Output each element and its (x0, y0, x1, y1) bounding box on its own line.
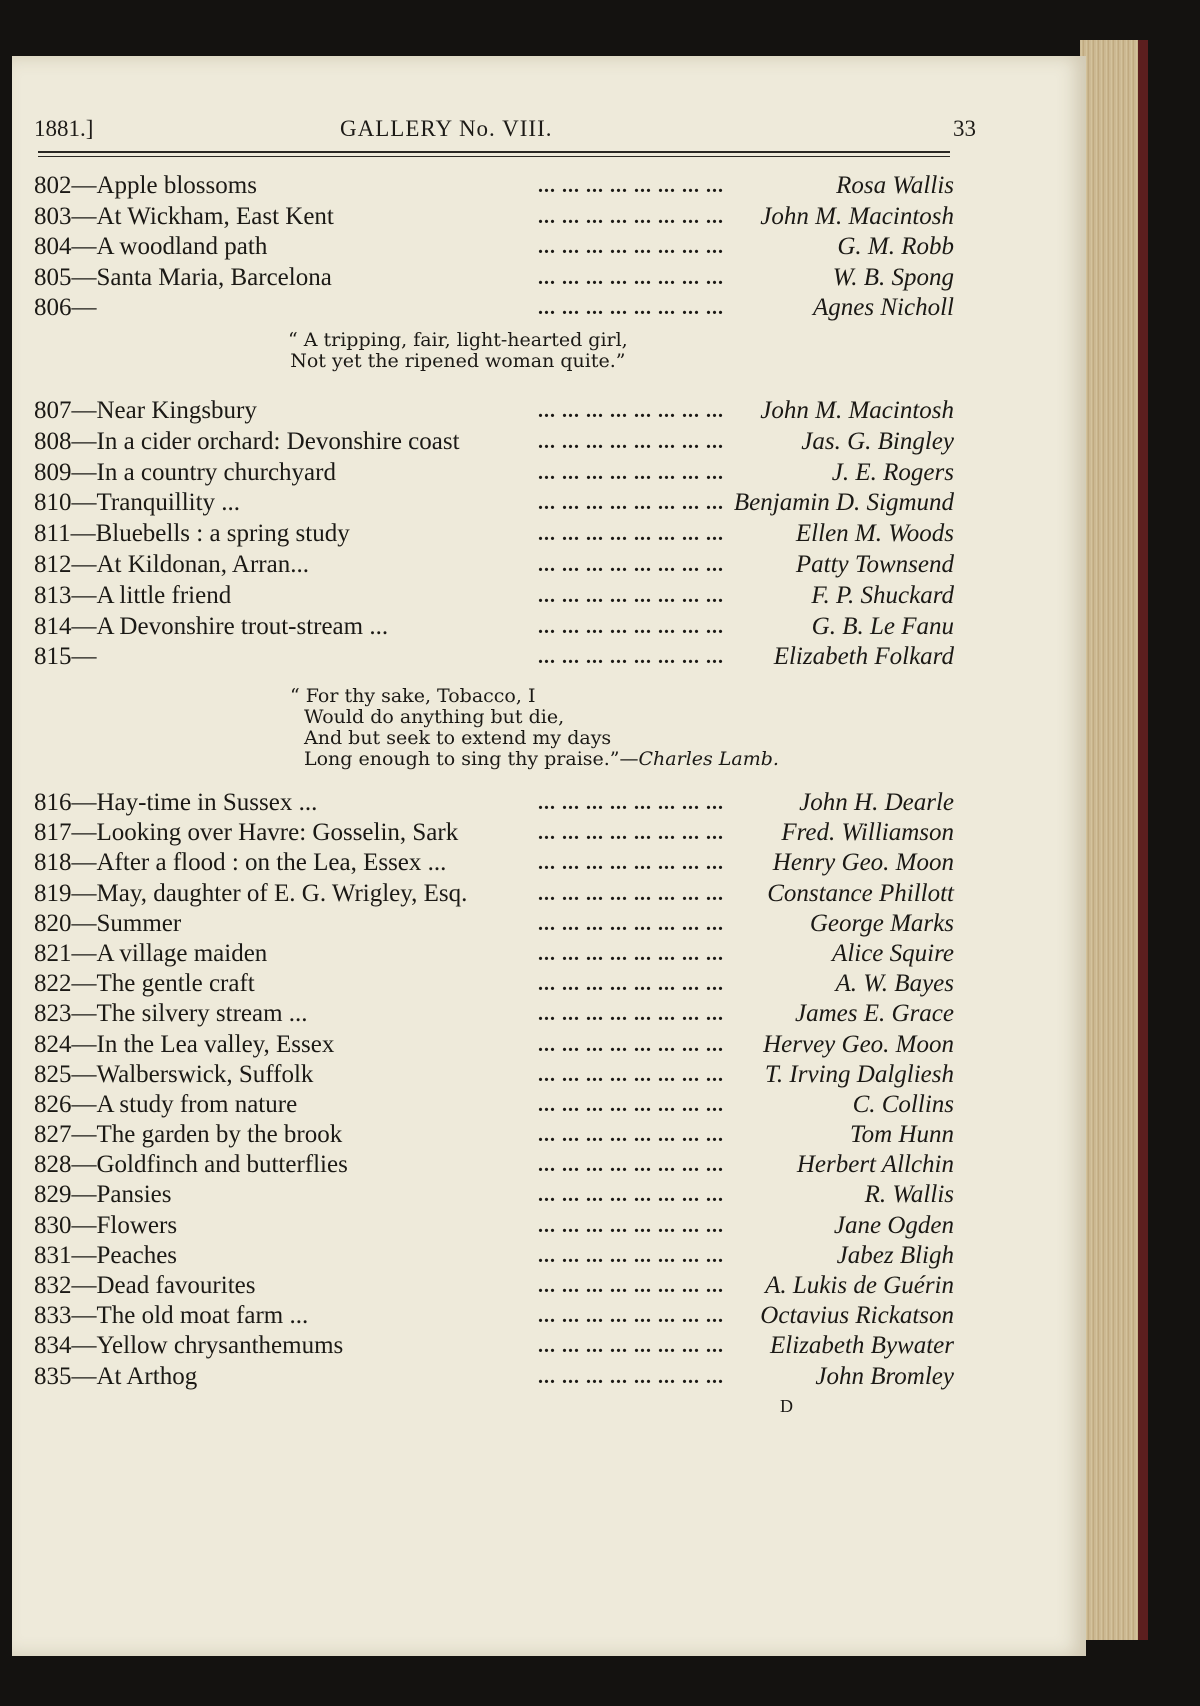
entry-title: 828—Goldfinch and butterflies (34, 1150, 358, 1180)
catalogue-entry (34, 263, 954, 294)
entry-title: 827—The garden by the brook (34, 1120, 352, 1150)
catalogue-group-2 (34, 396, 954, 673)
entry-title: 832—Dead favourites (34, 1271, 265, 1301)
book-page-edges (1080, 40, 1148, 1640)
catalogue-entry (34, 1060, 954, 1090)
entry-artist: G. B. Le Fanu (804, 612, 954, 643)
leader-dots: ... ... ... ... ... ... ... ... (538, 852, 724, 875)
entry-title: 813—A little friend (34, 581, 241, 612)
entry-artist: Constance Phillott (759, 879, 954, 909)
catalogue-entry (34, 1180, 954, 1210)
entry-artist: John H. Dearle (791, 788, 954, 818)
entry-artist: Henry Geo. Moon (765, 848, 954, 878)
catalogue-entry (34, 818, 954, 848)
entry-title: 817—Looking over Havre: Gosselin, Sark (34, 818, 468, 848)
leader-dots: ... ... ... ... ... ... ... ... (538, 523, 724, 546)
catalogue-entry (34, 232, 954, 263)
entry-title: 806— (34, 293, 107, 324)
entry-title: 815— (34, 642, 107, 673)
leader-dots: ... ... ... ... ... ... ... ... (538, 175, 724, 197)
entry-artist: J. E. Rogers (824, 458, 954, 489)
leader-dots: ... ... ... ... ... ... ... ... (538, 461, 724, 484)
entry-artist: Elizabeth Folkard (766, 642, 954, 673)
entry-artist: A. Lukis de Guérin (757, 1271, 954, 1301)
entry-title: 818—After a flood : on the Lea, Essex ... (34, 848, 456, 878)
entry-artist: W. B. Spong (825, 263, 954, 294)
catalogue-entry (34, 1301, 954, 1331)
entry-artist: James E. Grace (787, 999, 954, 1029)
entry-title: 802—Apple blossoms (34, 171, 267, 202)
leader-dots: ... ... ... ... ... ... ... ... (538, 492, 724, 515)
entry-title: 812—At Kildonan, Arran... (34, 550, 319, 581)
entry-artist: G. M. Robb (829, 232, 954, 263)
entry-title: 805—Santa Maria, Barcelona (34, 263, 342, 294)
entry-artist: Patty Townsend (788, 550, 954, 581)
catalogue-entry (34, 788, 954, 818)
entry-title: 822—The gentle craft (34, 969, 265, 999)
catalogue-entry (34, 293, 954, 324)
catalogue-entry (34, 202, 954, 233)
verse-line: Not yet the ripened woman quite.” (290, 350, 626, 372)
entry-artist: Jas. G. Bingley (793, 427, 954, 458)
entry-title: 829—Pansies (34, 1180, 182, 1210)
entry-title: 830—Flowers (34, 1211, 187, 1241)
entry-title: 810—Tranquillity ... (34, 488, 250, 519)
catalogue-group-3 (34, 788, 954, 1392)
catalogue-entry (34, 939, 954, 969)
leader-dots: ... ... ... ... ... ... ... ... (538, 266, 724, 289)
leader-dots: ... ... ... ... ... ... ... ... (538, 973, 724, 996)
leader-dots: ... ... ... ... ... ... ... ... (538, 1093, 724, 1116)
entry-title: 825—Walberswick, Suffolk (34, 1060, 323, 1090)
leader-dots: ... ... ... ... ... ... ... ... (538, 584, 724, 607)
leader-dots: ... ... ... ... ... ... ... ... (538, 1244, 724, 1267)
catalogue-entry (34, 519, 954, 550)
verse-line-text: Long enough to sing thy praise.”— (304, 748, 639, 770)
leader-dots: ... ... ... ... ... ... ... ... (538, 1275, 724, 1297)
catalogue-entry (34, 1090, 954, 1120)
leader-dots: ... ... ... ... ... ... ... ... (538, 792, 724, 814)
entry-artist: John Bromley (807, 1362, 954, 1392)
entry-artist: John M. Macintosh (752, 396, 954, 427)
leader-dots: ... ... ... ... ... ... ... ... (538, 1305, 724, 1328)
entry-title: 804—A woodland path (34, 232, 277, 263)
catalogue-entry (34, 171, 954, 202)
entry-title: 831—Peaches (34, 1241, 187, 1271)
catalogue-entry (34, 1271, 954, 1301)
verse-quote-815 (290, 686, 779, 770)
catalogue-entry (34, 1241, 954, 1271)
entry-title: 835—At Arthog (34, 1362, 207, 1392)
entry-title: 834—Yellow chrysanthemums (34, 1331, 353, 1361)
entry-artist: George Marks (802, 909, 954, 939)
entry-artist: Elizabeth Bywater (762, 1331, 954, 1361)
catalogue-entry (34, 1211, 954, 1241)
entry-artist: Ellen M. Woods (788, 519, 954, 550)
leader-dots: ... ... ... ... ... ... ... ... (538, 1003, 724, 1026)
verse-line: And but seek to extend my days (304, 727, 612, 749)
entry-artist: Rosa Wallis (828, 171, 954, 202)
catalogue-entry (34, 427, 954, 458)
catalogue-entry (34, 1030, 954, 1060)
catalogue-entry (34, 550, 954, 581)
leader-dots: ... ... ... ... ... ... ... ... (538, 646, 724, 669)
entry-title: 809—In a country churchyard (34, 458, 346, 489)
leader-dots: ... ... ... ... ... ... ... ... (538, 912, 724, 935)
leader-dots: ... ... ... ... ... ... ... ... (538, 882, 724, 905)
entry-title: 808—In a cider orchard: Devonshire coast (34, 427, 470, 458)
verse-quote-806 (288, 330, 628, 372)
header-rule-thin (38, 156, 950, 157)
entry-artist: Herbert Allchin (789, 1150, 954, 1180)
verse-line: Would do anything but die, (304, 706, 565, 728)
catalogue-entry (34, 969, 954, 999)
leader-dots: ... ... ... ... ... ... ... ... (538, 1033, 724, 1056)
entry-artist: Benjamin D. Sigmund (726, 488, 954, 519)
catalogue-entry (34, 879, 954, 909)
entry-title: 820—Summer (34, 909, 191, 939)
catalogue-entry (34, 396, 954, 427)
leader-dots: ... ... ... ... ... ... ... ... (538, 615, 724, 638)
catalogue-entry (34, 612, 954, 643)
running-head-title: GALLERY No. VIII. (340, 116, 553, 141)
leader-dots: ... ... ... ... ... ... ... ... (538, 430, 724, 453)
entry-artist: T. Irving Dalgliesh (757, 1060, 954, 1090)
leader-dots: ... ... ... ... ... ... ... ... (538, 205, 724, 228)
entry-title: 833—The old moat farm ... (34, 1301, 318, 1331)
verse-line: “ A tripping, fair, light-hearted girl, (288, 329, 628, 351)
page-number: 33 (953, 116, 976, 141)
leader-dots: ... ... ... ... ... ... ... ... (538, 822, 724, 845)
entry-artist: John M. Macintosh (752, 202, 954, 233)
catalogue-entry (34, 488, 954, 519)
entry-title: 824—In the Lea valley, Essex (34, 1030, 344, 1060)
header-rule (38, 151, 950, 153)
entry-title: 821—A village maiden (34, 939, 277, 969)
catalogue-entry (34, 581, 954, 612)
entry-artist: Jane Ogden (826, 1211, 954, 1241)
entry-artist: Hervey Geo. Moon (755, 1030, 954, 1060)
leader-dots: ... ... ... ... ... ... ... ... (538, 553, 724, 576)
running-head (34, 116, 1170, 146)
catalogue-entry (34, 642, 954, 673)
entry-artist: Fred. Williamson (773, 818, 954, 848)
entry-title: 823—The silvery stream ... (34, 999, 318, 1029)
catalogue-entry (34, 1331, 954, 1361)
entry-artist: Agnes Nicholl (805, 293, 954, 324)
entry-artist: Octavius Rickatson (752, 1301, 954, 1331)
entry-artist: R. Wallis (857, 1180, 954, 1210)
entry-artist: C. Collins (845, 1090, 954, 1120)
catalogue-group-1 (34, 171, 954, 324)
entry-artist: Jabez Bligh (829, 1241, 954, 1271)
leader-dots: ... ... ... ... ... ... ... ... (538, 1154, 724, 1177)
catalogue-entry (34, 909, 954, 939)
leader-dots: ... ... ... ... ... ... ... ... (538, 236, 724, 258)
entry-title: 814—A Devonshire trout-stream ... (34, 612, 398, 643)
verse-line (290, 749, 779, 770)
entry-artist: A. W. Bayes (828, 969, 955, 999)
catalogue-entry (34, 1362, 954, 1392)
leader-dots: ... ... ... ... ... ... ... ... (538, 1063, 724, 1086)
entry-title: 803—At Wickham, East Kent (34, 202, 344, 233)
leader-dots: ... ... ... ... ... ... ... ... (538, 1365, 724, 1388)
entry-title: 816—Hay-time in Sussex ... (34, 788, 327, 818)
entry-artist: F. P. Shuckard (803, 581, 954, 612)
entry-artist: Alice Squire (824, 939, 954, 969)
verse-attribution: Charles Lamb. (638, 748, 779, 770)
entry-title: 819—May, daughter of E. G. Wrigley, Esq. (34, 879, 477, 909)
leader-dots: ... ... ... ... ... ... ... ... (538, 1214, 724, 1237)
leader-dots: ... ... ... ... ... ... ... ... (538, 1335, 724, 1358)
leader-dots: ... ... ... ... ... ... ... ... (538, 297, 724, 319)
entry-title: 807—Near Kingsbury (34, 396, 267, 427)
entry-title: 826—A study from nature (34, 1090, 307, 1120)
leader-dots: ... ... ... ... ... ... ... ... (538, 1124, 724, 1147)
entry-artist: Tom Hunn (842, 1120, 954, 1150)
catalogue-entry (34, 1150, 954, 1180)
catalogue-entry (34, 458, 954, 489)
entry-title: 811—Bluebells : a spring study (34, 519, 360, 550)
signature-mark: D (780, 1396, 793, 1416)
catalogue-entry (34, 1120, 954, 1150)
verse-line: “ For thy sake, Tobacco, I (290, 685, 536, 707)
catalogue-entry (34, 999, 954, 1029)
catalogue-entry (34, 848, 954, 878)
leader-dots: ... ... ... ... ... ... ... ... (538, 1184, 724, 1207)
running-head-year: 1881.] (34, 116, 94, 141)
leader-dots: ... ... ... ... ... ... ... ... (538, 942, 724, 965)
leader-dots: ... ... ... ... ... ... ... ... (538, 400, 724, 422)
